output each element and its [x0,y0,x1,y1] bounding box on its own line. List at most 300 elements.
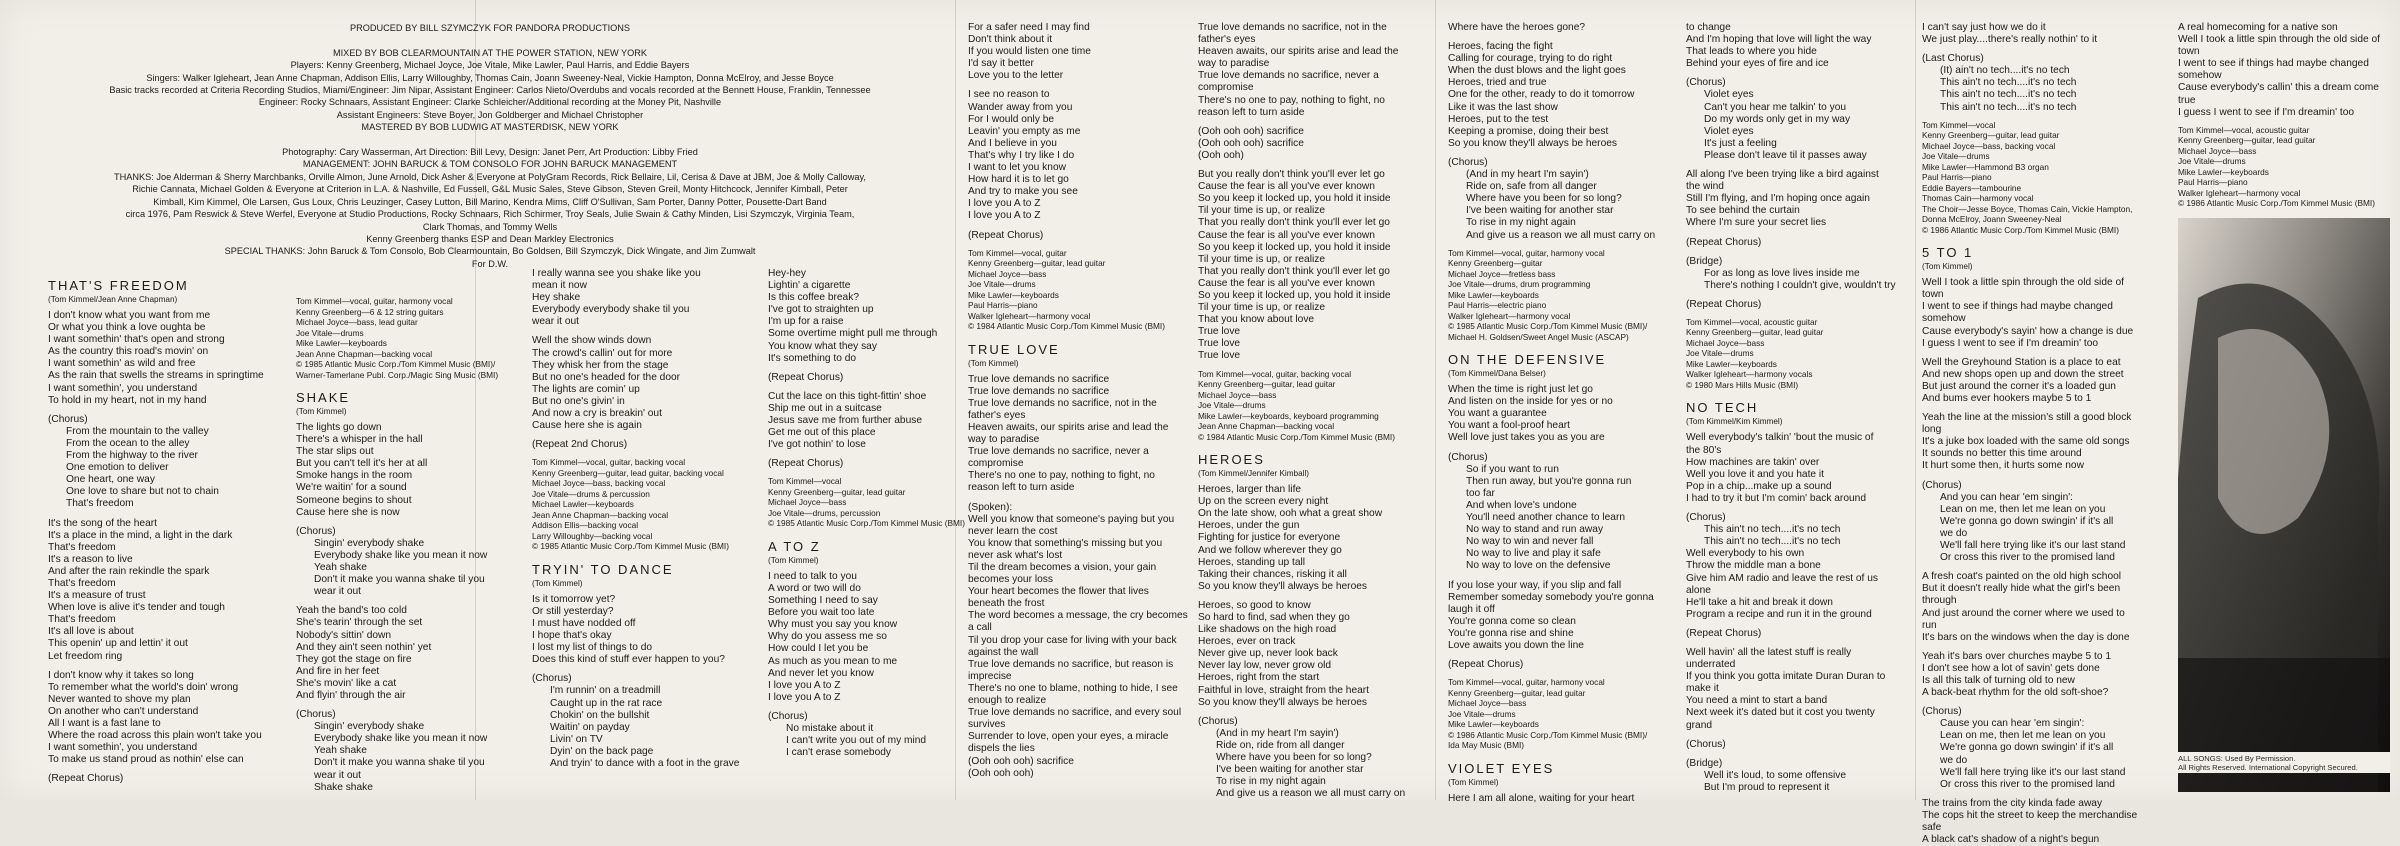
credit-line: Paul Harris—electric piano [1448,300,1547,311]
songwriters: (Tom Kimmel) [768,555,819,565]
lyric-line: (Chorus) [1448,156,1488,168]
lyric-line [1686,70,1918,77]
lyric-line: You're gonna come so clean [1448,615,1576,627]
lyric-line: The star slips out [296,446,374,458]
lyric-line: So hard to find, sad when they go [1198,611,1350,623]
credit-line: © 1985 Atlantic Music Corp./Tom Kimmel Music (BMI) [532,541,729,552]
lyric-line: (Chorus) [1686,738,1726,750]
lyric-line: There's no one to pay, nothing to fight, no [968,470,1155,482]
lyric-line: (Repeat Chorus) [768,371,844,383]
song-title: NO TECH [1686,400,1759,416]
lyric-line: True love [1198,350,1241,362]
lyrics-block [768,268,958,470]
lyrics-block [1922,277,2162,846]
credit-line: Basic tracks recorded at Criteria Recording Studios, Miami/Engineer: Jim Nipar, Assistant Engineer: Carlos Nieto/Overdubs and vocals recorded at the Bennett House, Franklin, Tennessee [109,85,871,96]
credit-line: MIXED BY BOB CLEARMOUNTAIN AT THE POWER STATION, NEW YORK [332,47,648,58]
lyric-line [1448,150,1674,157]
lyric-line: We'll fall here trying like it's our last stand [1940,766,2126,778]
lyric-line: Dyin' on the back page [550,745,654,757]
lyric-line [48,407,278,414]
lyric-line: wear it out [314,586,361,598]
lyric-line: All along I've been trying like a bird against [1686,169,1879,181]
lyric-line: I'm runnin' on a treadmill [550,685,661,697]
lyric-line: There's no one to pay, nothing to fight, no [1198,94,1385,106]
lyric-line [1922,564,2162,571]
credit-line: Jean Anne Chapman—backing vocal [532,509,669,520]
lyric-line: wear it out [532,316,579,328]
lyric-line: So you keep it locked up, you hold it inside [1198,241,1391,253]
musician-credits [296,296,532,380]
lyric-line [768,451,958,458]
lyrics-block [296,422,532,794]
credit-line: Michael Joyce—bass [968,268,1047,279]
lyric-line [296,519,532,526]
credit-line: Mike Lawler—keyboards [2178,166,2269,177]
lyric-line: When the dust blows and the light goes [1448,65,1626,77]
lyric-line: True love demands no sacrifice, not in the [1198,22,1387,33]
lyric-line: Heroes, standing up tall [1198,556,1306,568]
lyric-line: So you know they'll always be heroes [1448,137,1617,149]
lyric-line: laugh it off [1448,603,1495,615]
lyric-line: One emotion to deliver [66,462,169,474]
credit-line: Walker Igleheart—harmony vocals [1686,369,1813,380]
lyric-line: Is this coffee break? [768,292,859,304]
lyric-line [1198,593,1436,600]
photo-art [2178,218,2390,792]
lyric-line: (Ooh ooh ooh) [968,767,1034,779]
credit-line: Kenny Greenberg thanks ESP and Dean Markley Electronics [366,233,614,244]
lyrics-column [48,0,278,800]
lyric-line: I went to see if things had maybe changed [2178,58,2369,70]
lyric-line: I want somethin', you understand [48,382,198,394]
lyric-line: To see behind the curtain [1686,205,1800,217]
lyric-line: Well I took a little spin through the old side of [2178,34,2380,46]
credit-line: Joe Vitale—drums & percussion [532,488,650,499]
credit-line: © 1984 Atlantic Music Corp./Tom Kimmel Music (BMI) [968,321,1165,332]
lyric-line: Til your time is up, or realize [1198,302,1326,314]
lyrics-block [968,374,1208,780]
lyric-line: When love is alive it's tender and tough [48,602,225,614]
lyric-line: Or still yesterday? [532,605,614,617]
photo-caption [2178,752,2390,773]
lyric-line: Calling for courage, trying to do right [1448,53,1613,65]
lyric-line: This ain't no tech....it's no tech [1940,77,2077,89]
credit-line: PRODUCED BY BILL SZYMCZYK FOR PANDORA PRODUCTIONS [349,23,631,33]
credit-line: Tom Kimmel—vocal, guitar, backing vocal [1198,368,1352,379]
lyric-line [1922,473,2162,480]
lyric-line: One for the other, ready to do it tomorrow [1448,89,1635,101]
lyrics-block [1198,22,1436,363]
lyric-line: Wander away from you [968,101,1073,113]
lyric-line: Well you love it and you hate it [1686,468,1824,480]
lyric-line: Love you to the letter [968,70,1064,82]
lyric-line: Never wanted to shove my plan [48,693,191,705]
lyric-line: That leads to where you hide [1686,46,1817,58]
credit-line: Joe Vitale—drums, percussion [768,507,881,518]
lyric-line [1686,292,1918,299]
lyric-line: Never give up, never look back [1198,648,1338,660]
lyric-line: (It) ain't no tech....it's no tech [1940,65,2070,77]
lyric-line: She's movin' like a cat [296,677,397,689]
song-title: TRYIN' TO DANCE [532,561,674,577]
lyric-line: And give us a reason we all must carry on [1216,788,1406,800]
lyric-line [48,766,278,773]
lyric-line: A real homecoming for a native son [2178,22,2338,33]
lyric-line: never ask what's lost [968,549,1063,561]
lyric-line: Surrender to love, open your eyes, a miracle [968,731,1169,743]
lyric-line: (Ooh ooh ooh) sacrifice [1198,125,1304,137]
lyric-line: (Chorus) [48,413,88,425]
lyric-line: Livin' on TV [550,733,603,745]
lyric-line: I want somethin' as wild and free [48,358,196,370]
lyric-line: All I want is a fast lane to [48,718,161,729]
lyric-line: (Ooh ooh ooh) sacrifice [968,755,1074,767]
lyric-line: I've been waiting for another star [1216,764,1364,776]
lyric-line: Everybody everybody shake til you [532,304,690,316]
lyric-line [1922,405,2162,412]
lyric-line: Well everybody to his own [1686,548,1805,560]
lyric-line: That's why I try like I do [968,149,1075,161]
lyrics-block [1448,384,1674,671]
lyric-line: For a safer need I may find [968,22,1090,33]
lyric-line: Give him AM radio and leave the rest of us [1686,572,1878,584]
lyric-line: Waitin' on payday [550,721,630,733]
credit-line: Paul Harris—piano [1922,172,1992,183]
lyric-line: Til the dream becomes a vision, your gain [968,562,1157,573]
lyric-line [532,328,758,335]
lyric-line: But I'm proud to represent it [1704,781,1830,793]
lyric-line: Well love just takes you as you are [1448,432,1605,444]
lyric-line: (And in my heart I'm sayin') [1216,727,1339,739]
lyric-line: somehow [2178,70,2222,82]
lyric-line: never learn the cost [968,525,1058,537]
lyric-line: If you think you gotta imitate Duran Duran to [1686,671,1886,683]
credit-line: Jean Anne Chapman—backing vocal [296,348,433,359]
lyric-line: Hey-hey [768,268,806,279]
lyric-line: Throw the middle man a bone [1686,560,1821,572]
lyric-line: Still I'm flying, and I'm hoping once again [1686,193,1870,205]
lyric-line: wear it out [314,769,361,781]
lyric-line: No way to stand and run away [1466,524,1604,536]
lyric-line: True love demands no sacrifice [968,385,1110,397]
lyric-line: Someone begins to shout [296,494,412,506]
lyric-line [968,495,1208,502]
lyric-line: And after the rain rekindle the spark [48,565,210,577]
lyric-line: long [1922,424,1942,436]
lyric-line [48,663,278,670]
lyric-line: (Chorus) [1686,77,1726,89]
lyric-line: But it doesn't really hide what the girl's been [1922,583,2121,595]
lyric-line: I guess I went to see if I'm dreamin' too [2178,106,2355,118]
lyric-line: town [1922,289,1944,301]
lyric-line: It's a measure of trust [48,590,146,602]
lyric-line: That you really don't think you'll ever let go [1198,265,1390,277]
lyric-line: Faithful in love, straight from the heart [1198,684,1370,696]
lyric-line: Heroes, ever on track [1198,636,1296,648]
credit-line: Michael Lawler—keyboards [532,499,634,510]
lyric-line: Til you drop your case for living with your back [968,634,1177,646]
lyric-line: Heaven awaits, our spirits arise and lead the [968,421,1169,433]
lyric-line: Cut the lace on this tight-fittin' shoe [768,390,927,402]
lyric-line [1922,699,2162,706]
lyric-line: (Spoken): [968,501,1013,513]
lyric-line: Is all this talk of turning old to new [1922,674,2075,686]
lyric-line: I don't know what you want from me [48,310,211,321]
lyric-line: I guess I went to see if I'm dreamin' too [1922,337,2099,349]
lyric-line: For I would only be [968,113,1055,125]
lyric-line [1922,46,2162,53]
credit-line: © 1985 Atlantic Music Corp./Tom Kimmel Music (BMI)/ [1448,321,1648,332]
lyrics-block [968,22,1208,242]
lyric-line: (Chorus) [532,673,572,685]
lyrics-block [1686,432,1918,794]
lyric-line: Heroes, under the gun [1198,520,1300,532]
credit-line: Michael Joyce—bass [1686,337,1765,348]
lyric-line: Love awaits you down the line [1448,639,1584,651]
credit-line: Clark Thomas, and Tommy Wells [422,221,558,232]
lyric-line: (Last Chorus) [1922,53,1984,65]
lyric-line: we do [1940,527,1968,539]
lyric-line: survives [968,719,1006,731]
lyric-line: Or what you think a love oughta be [48,322,206,334]
lyric-line: Lightin' a cigarette [768,280,851,292]
lyric-line: You're gonna rise and shine [1448,627,1574,639]
lyric-line: to change [1686,22,1731,33]
lyric-line: So you know they'll always be heroes [1198,580,1367,592]
credit-line: Walker Igleheart—harmony vocal [1448,310,1571,321]
lyric-line: (And in my heart I'm sayin') [1466,169,1589,181]
lyric-line [296,702,532,709]
lyric-line: (Bridge) [1686,757,1723,769]
lyric-line: Singin' everybody shake [314,537,425,549]
lyric-line: It's a place in the mind, a light in the dark [48,529,233,541]
lyric-line: make it [1686,683,1719,695]
lyric-line: Well you know that someone's paying but you [968,513,1175,525]
lyrics-block [1448,793,1674,805]
lyric-line: The crowd's callin' out for more [532,347,673,359]
lyric-line: True love [1198,326,1241,338]
lyric-line: The word becomes a message, the cry becomes [968,610,1188,622]
lyric-line [768,365,958,372]
lyric-line: This ain't no tech....it's no tech [1704,524,1841,536]
lyric-line: becomes your loss [968,574,1053,586]
lyric-line: (Chorus) [1922,479,1962,491]
lyric-line: I love you A to Z [768,679,841,691]
lyric-line [532,432,758,439]
lyric-line: (Chorus) [1686,512,1726,524]
lyric-line: Lean on me, then let me lean on you [1940,730,2106,742]
lyrics-column [1448,0,1674,804]
lyric-line: imprecise [968,670,1012,682]
credit-line: Michael Joyce—bass, backing vocal [532,478,666,489]
lyric-line: There's nothing I couldn't give, wouldn't try [1704,279,1896,291]
lyric-line: against the wall [968,646,1039,658]
songwriters: (Tom Kimmel/Jean Anne Chapman) [48,295,178,304]
lyric-line: I love you A to Z [768,691,841,703]
lyric-line: I love you A to Z [968,198,1041,210]
lyric-line: Get me out of this place [768,427,876,439]
lyric-line: A word or two will do [768,583,861,594]
lyric-line: You know what they say [768,340,877,352]
lyric-line: Like shadows on the high road [1198,624,1337,636]
lyric-line: Lean on me, then let me lean on you [1940,503,2106,515]
lyric-line: Cause the fear is all you've ever known [1198,181,1375,193]
lyric-line: (Chorus) [1448,451,1488,463]
credit-line: Joe Vitale—drums [968,279,1036,290]
lyric-line: It's bars on the windows when the day is done [1922,631,2130,643]
lyric-line: (Bridge) [1686,255,1723,267]
lyric-line: I can't say just how we do it [1922,22,2046,33]
credit-line: Joe Vitale—drums [1922,151,1990,162]
lyric-line: You need a mint to start a band [1686,695,1828,707]
lyric-line [1686,162,1918,169]
lyric-line: From the highway to the river [66,450,198,462]
lyric-line: Well everybody's talkin' 'bout the music of [1686,432,1874,444]
credit-line: © 1985 Atlantic Music Corp./Tom Kimmel Music (BMI) [768,518,965,529]
lyric-line: Everybody shake like you mean it now [314,549,488,561]
credit-line: Engineer: Rocky Schnaars, Assistant Engineer: Clarke Schleicher/Additional recording at the Money Pit, Nashville [258,97,722,108]
lyric-line: Hey shake [532,292,581,304]
credit-line: Michael Joyce—bass, lead guitar [296,317,418,327]
lyric-line [1448,573,1674,580]
lyric-line: And tryin' to dance with a foot in the grave [550,758,740,770]
song-title: THAT'S FREEDOM [48,278,189,293]
credit-line: Mike Lawler—keyboards [1448,719,1539,730]
lyric-line: They got the stage on fire [296,653,412,665]
lyric-line: Cause the fear is all you've ever known [1198,277,1375,289]
lyric-line: He'll take a hit and break it down [1686,596,1833,608]
musician-credits [532,457,758,552]
lyrics-block [1198,484,1436,800]
lyric-line: So you keep it locked up, you hold it inside [1198,289,1391,301]
lyric-line: Shake shake [314,781,373,793]
lyric-line: Cause here she is again [532,420,642,432]
lyric-line: You want a guarantee [1448,408,1547,420]
lyrics-column [968,0,1208,800]
lyric-line: From the mountain to the valley [66,425,209,437]
credit-line: Michael Joyce—fretless bass [1448,268,1556,279]
lyric-line: Ride on, safe from all danger [1466,181,1597,193]
lyric-line: Heroes, larger than life [1198,484,1302,496]
lyric-line: (Repeat 2nd Chorus) [532,439,628,451]
lyric-line: They whisk her from the stage [532,359,669,371]
lyric-line: And I'm hoping that love will light the way [1686,34,1872,46]
lyric-line: (Repeat Chorus) [968,229,1044,241]
credit-line: Michael H. Goldsen/Sweet Angel Music (ASCAP) [1448,331,1629,342]
credit-line: Tom Kimmel—vocal, acoustic guitar [2178,124,2310,135]
lyric-line: Next week it's dated but it cost you twenty [1686,707,1875,719]
song-title: ON THE DEFENSIVE [1448,352,1607,368]
lyric-line: A black cat's shadow of a night's begun [1922,834,2100,846]
credit-line: Tom Kimmel—vocal [768,476,842,487]
lyric-line: Where have you been for so long? [1466,193,1622,205]
credit-line: Paul Harris—piano [2178,177,2248,188]
lyric-line: The trains from the city kinda fade away [1922,797,2103,809]
credit-line: Mike Lawler—keyboards, keyboard programming [1198,410,1379,421]
lyric-line: Or cross this river to the promised land [1940,552,2115,564]
lyric-line: How could I let you be [768,643,869,655]
credit-line: Kenny Greenberg—guitar, lead guitar [768,486,906,497]
lyric-line [768,704,958,711]
lyric-line: It's just a feeling [1704,137,1777,149]
lyric-line: We're gonna go down swingin' if it's all [1940,515,2114,527]
lyric-line: Never lay low, never grow old [1198,660,1332,672]
lyric-line: Everybody shake like you mean it now [314,733,488,745]
song-title: A TO Z [768,538,821,554]
credit-line: Addison Ellis—backing vocal [532,520,639,531]
credit-line: Ida May Music (BMI) [1448,740,1525,751]
credit-line: Michael Joyce—bass [1198,389,1277,400]
lyric-line: On another who can't understand [48,705,199,717]
lyric-line: A back-beat rhythm for the old soft-shoe? [1922,687,2109,699]
lyric-line: Nobody's sittin' down [296,629,392,641]
credit-line: © 1986 Atlantic Music Corp./Tom Kimmel Music (BMI) [2178,198,2375,209]
lyric-line: I had to try it but I'm comin' back around [1686,492,1866,504]
lyric-line: And we follow wherever they go [1198,544,1342,556]
songwriters: (Tom Kimmel/Dana Belser) [1448,369,1546,379]
credit-line: For D.W. [471,258,509,269]
credit-line: Kenny Greenberg—guitar, lead guitar [968,258,1106,269]
lyric-line: No way to love on the defensive [1466,560,1611,572]
lyric-line [532,666,758,673]
lyric-line: (Chorus) [296,709,336,721]
credit-line: Kenny Greenberg—guitar, lead guitar, backing vocal [532,467,724,478]
musician-credits [1686,317,1918,391]
lyric-line: And bums ever hookers maybe 5 to 1 [1922,393,2092,404]
lyric-line: Caught up in the rat race [550,697,663,709]
lyric-line: Your heart becomes the flower that lives [968,586,1149,598]
lyrics-block [1922,22,2162,114]
lyric-line: Violet eyes [1704,125,1754,137]
credit-line: Donna McElroy, Joann Sweeney-Neal [1922,214,2062,225]
musician-credits [1198,369,1436,443]
lyric-line: (Chorus) [296,525,336,537]
lyric-line [1686,505,1918,512]
lyric-line: That's freedom [66,498,134,510]
credit-line: Michael Joyce—bass [768,497,847,508]
lyrics-block [768,571,958,759]
songwriters: (Tom Kimmel/Kim Kimmel) [1686,417,1783,427]
lyric-line: Up on the screen every night [1198,496,1329,508]
lyric-line: Don't it make you wanna shake til you [314,757,485,769]
credit-line: Mike Lawler—keyboards [1686,358,1777,369]
lyric-line: I can't erase somebody [786,747,892,759]
lyric-line: Where have you been for so long? [1216,752,1372,763]
lyrics-column [296,0,532,800]
lyric-line: The lights go down [296,422,382,433]
lyric-line [1198,709,1436,716]
lyric-line: I see no reason to [968,89,1050,101]
lyric-line [1448,652,1674,659]
lyric-line: (Ooh ooh) [1198,149,1244,161]
lyric-line: Where have the heroes gone? [1448,22,1586,33]
lyric-line: Let freedom ring [48,650,123,662]
lyric-line: True love demands no sacrifice [968,373,1110,385]
lyric-line [296,598,532,605]
lyric-line: True love demands no sacrifice, and every soul [968,707,1182,719]
lyrics-block [1448,22,1674,242]
lyric-line [1686,732,1918,739]
caption-line: All Rights Reserved. International Copyright Secured. [2178,763,2358,773]
lyric-line: That you really don't think you'll ever let go [1198,217,1390,229]
lyric-line: It's a juke box loaded with the same old songs [1922,436,2130,448]
lyric-line: One love to share but not to chain [66,486,219,498]
lyric-line: We'll fall here trying like it's our last stand [1940,540,2126,552]
lyric-line: way to paradise [1198,58,1270,70]
lyrics-block [532,594,758,770]
credit-line: Larry Willoughby—backing vocal [532,530,653,541]
lyric-line: Taking their chances, risking it all [1198,568,1347,580]
